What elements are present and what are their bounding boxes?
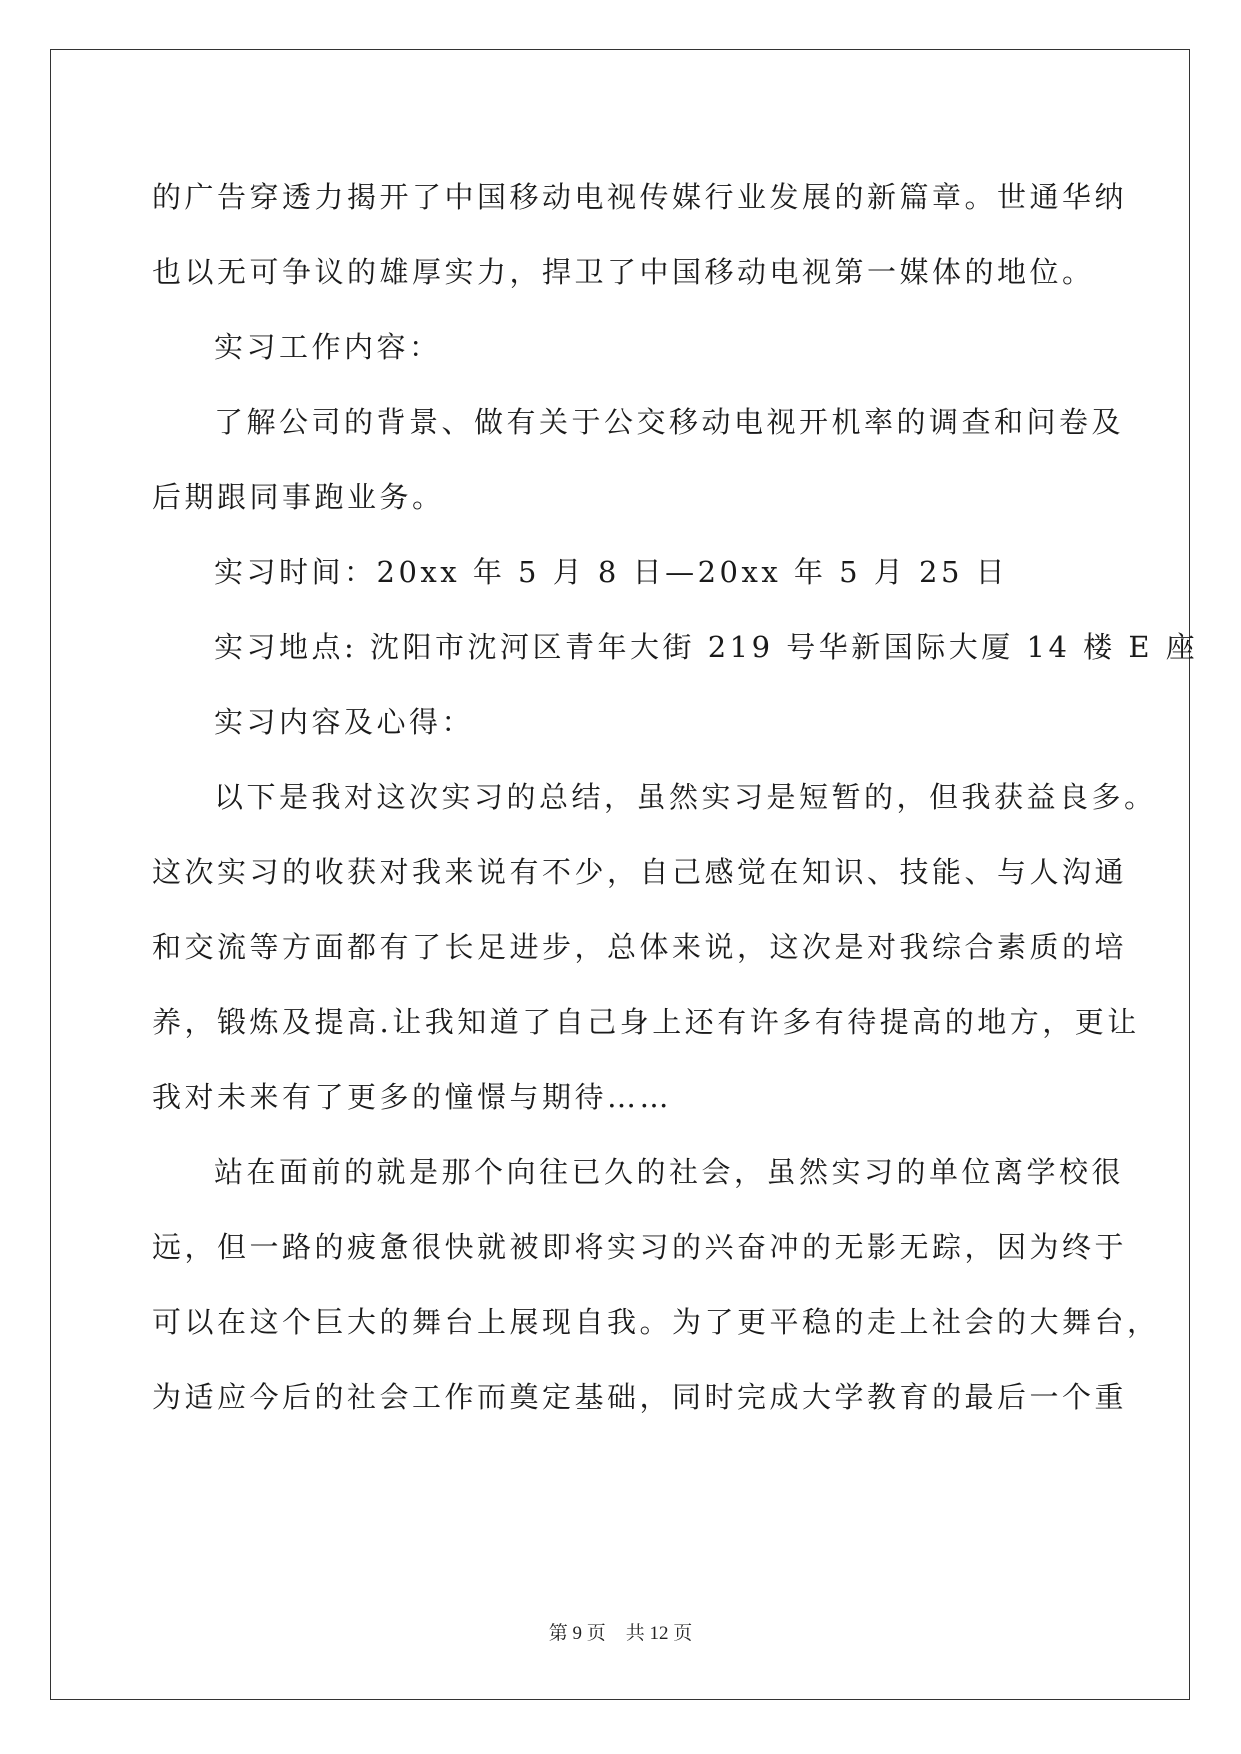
text-line: 也以无可争议的雄厚实力，捍卫了中国移动电视第一媒体的地位。 bbox=[152, 255, 1095, 289]
text-line: 远，但一路的疲惫很快就被即将实习的兴奋冲的无影无踪，因为终于 bbox=[152, 1230, 1128, 1264]
section-heading: 实习内容及心得： bbox=[214, 705, 475, 739]
internship-location: 实习地点: 沈阳市沈河区青年大街 219 号华新国际大厦 14 楼 E 座 bbox=[214, 630, 1199, 664]
text-line: 以下是我对这次实习的总结，虽然实习是短暂的，但我获益良多。 bbox=[214, 780, 1157, 814]
text-line: 的广告穿透力揭开了中国移动电视传媒行业发展的新篇章。世通华纳 bbox=[152, 180, 1128, 214]
text-line: 养，锻炼及提高.让我知道了自己身上还有许多有待提高的地方，更让 bbox=[152, 1005, 1140, 1039]
text-line: 这次实习的收获对我来说有不少，自己感觉在知识、技能、与人沟通 bbox=[152, 855, 1128, 889]
text-line: 为适应今后的社会工作而奠定基础，同时完成大学教育的最后一个重 bbox=[152, 1380, 1128, 1414]
text-line: 和交流等方面都有了长足进步，总体来说，这次是对我综合素质的培 bbox=[152, 930, 1128, 964]
text-line: 了解公司的背景、做有关于公交移动电视开机率的调查和问卷及 bbox=[214, 405, 1125, 439]
text-line: 我对未来有了更多的憧憬与期待…… bbox=[152, 1080, 673, 1114]
internship-time: 实习时间：20xx 年 5 月 8 日—20xx 年 5 月 25 日 bbox=[214, 555, 1009, 589]
text-line: 站在面前的就是那个向往已久的社会，虽然实习的单位离学校很 bbox=[214, 1155, 1125, 1189]
document-body bbox=[152, 160, 1199, 1435]
text-line: 可以在这个巨大的舞台上展现自我。为了更平稳的走上社会的大舞台， bbox=[152, 1305, 1160, 1339]
text-line: 后期跟同事跑业务。 bbox=[152, 480, 445, 514]
page-total: 共 12 页 bbox=[625, 1623, 693, 1644]
page-number: 第 9 页 bbox=[548, 1623, 606, 1644]
section-heading: 实习工作内容： bbox=[214, 330, 442, 364]
page-footer bbox=[0, 1618, 1241, 1645]
